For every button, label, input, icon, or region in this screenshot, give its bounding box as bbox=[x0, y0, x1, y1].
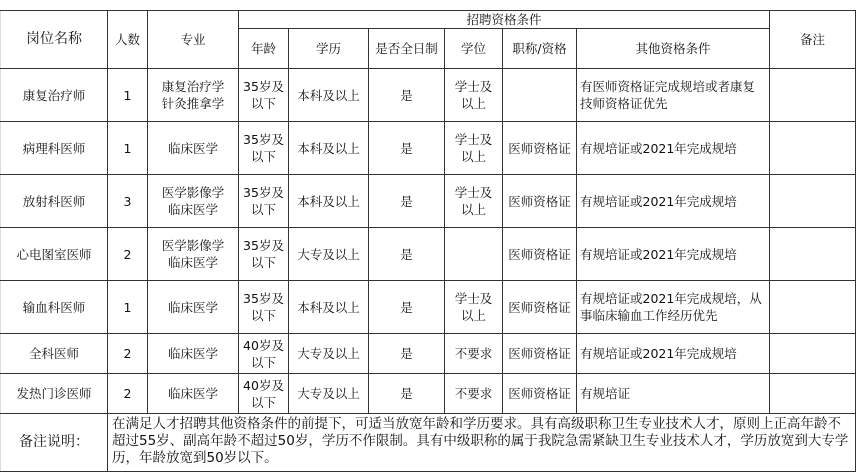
major-line: 临床医学 bbox=[167, 255, 218, 270]
position-cell: 放射科医师 bbox=[1, 175, 108, 228]
fulltime-cell: 是 bbox=[369, 334, 445, 374]
fulltime-cell: 是 bbox=[369, 228, 445, 281]
major-line: 康复治疗学 bbox=[161, 79, 225, 94]
fulltime-cell: 是 bbox=[369, 69, 445, 122]
other-line: 有规培证 bbox=[580, 386, 631, 401]
age-line: 35岁及 bbox=[243, 132, 284, 147]
fulltime-cell: 是 bbox=[369, 374, 445, 414]
remark-cell bbox=[770, 175, 856, 228]
other-cell bbox=[577, 374, 770, 414]
other-cell bbox=[577, 122, 770, 175]
table-row bbox=[1, 175, 856, 228]
fulltime-cell: 是 bbox=[369, 281, 445, 334]
age-line: 以下 bbox=[250, 96, 276, 111]
age-cell bbox=[239, 334, 289, 374]
age-cell bbox=[239, 175, 289, 228]
count-cell: 1 bbox=[108, 122, 148, 175]
count-cell: 1 bbox=[108, 281, 148, 334]
header-major: 专业 bbox=[148, 11, 239, 69]
remark-cell bbox=[770, 374, 856, 414]
major-line: 临床医学 bbox=[167, 202, 218, 217]
age-line: 以下 bbox=[250, 354, 276, 370]
age-line: 40岁及 bbox=[243, 337, 284, 353]
other-line: 有规培证或2021年完成规培 bbox=[580, 346, 737, 361]
degree-cell bbox=[445, 228, 503, 281]
degree-line: 以上 bbox=[460, 308, 486, 323]
table-row bbox=[1, 334, 856, 374]
degree-cell bbox=[445, 374, 503, 414]
title-cell: 医师资格证 bbox=[503, 175, 577, 228]
age-line: 35岁及 bbox=[243, 238, 284, 253]
position-cell: 心电图室医师 bbox=[1, 228, 108, 281]
position-cell: 病理科医师 bbox=[1, 122, 108, 175]
degree-line: 不要求 bbox=[454, 346, 493, 361]
other-line: 有医师资格证完成规培或者康复 bbox=[580, 79, 756, 94]
table-row bbox=[1, 228, 856, 281]
degree-line: 学士及 bbox=[454, 79, 493, 94]
age-cell bbox=[239, 122, 289, 175]
position-cell: 康复治疗师 bbox=[1, 69, 108, 122]
major-cell bbox=[148, 334, 239, 374]
table-row bbox=[1, 281, 856, 334]
fulltime-cell: 是 bbox=[369, 122, 445, 175]
major-line: 临床医学 bbox=[167, 299, 218, 315]
degree-cell bbox=[445, 281, 503, 334]
header-count: 人数 bbox=[108, 11, 148, 69]
education-cell: 本科及以上 bbox=[289, 69, 369, 122]
other-cell bbox=[577, 69, 770, 122]
table-body bbox=[1, 69, 856, 414]
degree-line: 以上 bbox=[460, 202, 486, 217]
remark-cell bbox=[770, 69, 856, 122]
other-line: 有规培证或2021年完成规培 bbox=[580, 246, 737, 262]
age-cell bbox=[239, 228, 289, 281]
count-cell: 3 bbox=[108, 175, 148, 228]
education-cell: 本科及以上 bbox=[289, 281, 369, 334]
title-cell: 医师资格证 bbox=[503, 122, 577, 175]
header-title: 职称/资格 bbox=[503, 29, 577, 69]
age-line: 以下 bbox=[250, 149, 276, 164]
other-line: 有规培证或2021年完成规培，从 bbox=[580, 291, 762, 306]
major-cell bbox=[148, 281, 239, 334]
other-line: 有规培证或2021年完成规培 bbox=[580, 193, 737, 209]
title-cell: 医师资格证 bbox=[503, 334, 577, 374]
header-age: 年龄 bbox=[239, 29, 289, 69]
cropped-title-strip bbox=[0, 0, 856, 10]
count-cell: 2 bbox=[108, 374, 148, 414]
education-cell: 本科及以上 bbox=[289, 175, 369, 228]
count-cell: 2 bbox=[108, 334, 148, 374]
title-cell bbox=[503, 69, 577, 122]
degree-line: 学士及 bbox=[454, 132, 493, 147]
age-line: 35岁及 bbox=[243, 79, 284, 94]
recruitment-table bbox=[0, 10, 856, 472]
major-line: 医学影像学 bbox=[161, 185, 225, 200]
remark-cell bbox=[770, 281, 856, 334]
major-cell bbox=[148, 122, 239, 175]
age-line: 35岁及 bbox=[243, 185, 284, 200]
other-line: 有规培证或2021年完成规培 bbox=[580, 140, 737, 156]
table-row bbox=[1, 122, 856, 175]
age-line: 以下 bbox=[250, 308, 276, 323]
major-cell bbox=[148, 175, 239, 228]
title-cell: 医师资格证 bbox=[503, 281, 577, 334]
other-cell bbox=[577, 175, 770, 228]
other-line: 技师资格证优先 bbox=[580, 96, 668, 111]
age-line: 40岁及 bbox=[243, 377, 284, 393]
header-other: 其他资格条件 bbox=[577, 29, 770, 69]
degree-cell bbox=[445, 69, 503, 122]
major-line: 医学影像学 bbox=[161, 238, 225, 253]
header-requirements: 招聘资格条件 bbox=[239, 11, 770, 29]
note-text: 在满足人才招聘其他资格条件的前提下，可适当放宽年龄和学历要求。具有高级职称卫生专业技术人才，原则上正高年龄不超过55岁、副高年龄不超过50岁，学历不作限制。具有中级职称的属于我院急需紧缺卫生专业技术人才，学历放宽到大专学历，年龄放宽到50岁以下。 bbox=[108, 414, 856, 472]
position-cell: 全科医师 bbox=[1, 334, 108, 374]
header-remark: 备注 bbox=[770, 11, 856, 69]
remark-cell bbox=[770, 334, 856, 374]
remark-cell bbox=[770, 122, 856, 175]
age-line: 35岁及 bbox=[243, 291, 284, 306]
major-line: 针灸推拿学 bbox=[161, 96, 225, 111]
major-line: 临床医学 bbox=[167, 346, 218, 361]
count-cell: 1 bbox=[108, 69, 148, 122]
title-cell: 医师资格证 bbox=[503, 374, 577, 414]
note-label: 备注说明： bbox=[1, 414, 108, 472]
remark-cell bbox=[770, 228, 856, 281]
major-line: 临床医学 bbox=[167, 386, 218, 401]
age-line: 以下 bbox=[250, 394, 276, 410]
age-cell bbox=[239, 281, 289, 334]
age-line: 以下 bbox=[250, 255, 276, 270]
other-cell bbox=[577, 334, 770, 374]
header-degree: 学位 bbox=[445, 29, 503, 69]
table-row bbox=[1, 69, 856, 122]
other-cell bbox=[577, 228, 770, 281]
header-position: 岗位名称 bbox=[1, 11, 108, 69]
position-cell: 发热门诊医师 bbox=[1, 374, 108, 414]
other-cell bbox=[577, 281, 770, 334]
age-cell bbox=[239, 374, 289, 414]
other-line: 事临床输血工作经历优先 bbox=[580, 308, 718, 323]
header-fulltime: 是否全日制 bbox=[369, 29, 445, 69]
position-cell: 输血科医师 bbox=[1, 281, 108, 334]
table-row bbox=[1, 374, 856, 414]
degree-line: 不要求 bbox=[454, 386, 493, 401]
major-line: 临床医学 bbox=[167, 140, 218, 156]
major-cell bbox=[148, 69, 239, 122]
degree-line: 以上 bbox=[460, 96, 486, 111]
degree-cell bbox=[445, 175, 503, 228]
degree-line: 以上 bbox=[460, 149, 486, 164]
education-cell: 大专及以上 bbox=[289, 228, 369, 281]
degree-line: 学士及 bbox=[454, 185, 493, 200]
major-cell bbox=[148, 374, 239, 414]
header-education: 学历 bbox=[289, 29, 369, 69]
title-cell: 医师资格证 bbox=[503, 228, 577, 281]
degree-line: 学士及 bbox=[454, 291, 493, 306]
degree-cell bbox=[445, 334, 503, 374]
education-cell: 大专及以上 bbox=[289, 374, 369, 414]
major-cell bbox=[148, 228, 239, 281]
age-line: 以下 bbox=[250, 202, 276, 217]
age-cell bbox=[239, 69, 289, 122]
fulltime-cell: 是 bbox=[369, 175, 445, 228]
education-cell: 大专及以上 bbox=[289, 334, 369, 374]
education-cell: 本科及以上 bbox=[289, 122, 369, 175]
degree-cell bbox=[445, 122, 503, 175]
count-cell: 2 bbox=[108, 228, 148, 281]
